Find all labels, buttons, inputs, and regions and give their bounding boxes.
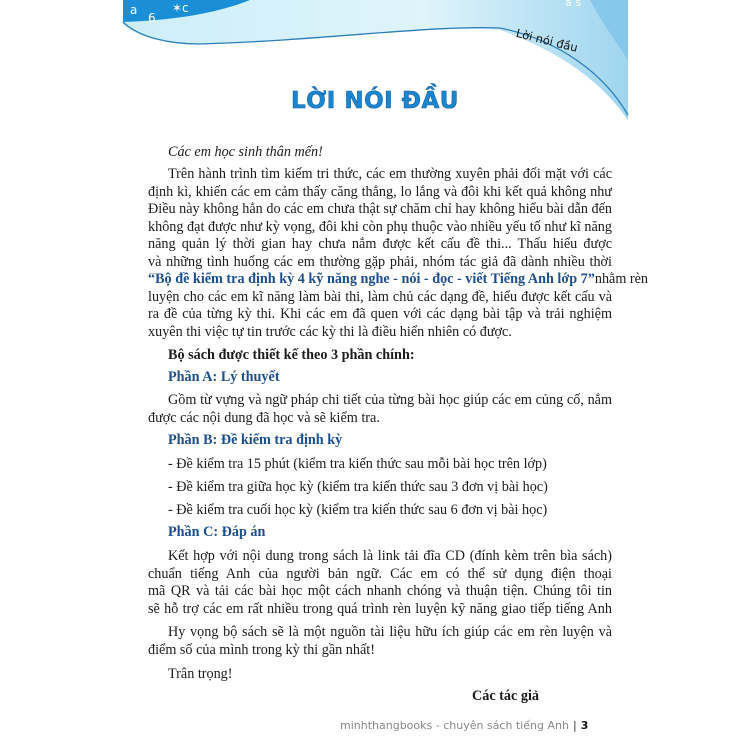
paragraph-line: năng quản lý thời gian hay chưa nắm được kết cấu đề thi... Thấu hiểu được [148,236,612,252]
list-item: - Đề kiểm tra giữa học kỳ (kiểm tra kiến thức sau 3 đơn vị bài học) [168,479,548,495]
structure-heading: Bộ sách được thiết kế theo 3 phần chính: [168,347,415,363]
paragraph-line: Kết hợp với nội dung trong sách là link tải đĩa CD (đính kèm trên bìa sách) [168,548,612,564]
chapter-label: Lời nói đầu [514,26,580,55]
decor-letter: a [130,3,138,17]
paragraph-line: ra đề của từng kỳ thi. Khi các em đã quen với các dạng bài tập và trải nghiệm [148,306,612,322]
paragraph-line: được các nội dung đã học và sẽ kiểm tra. [148,409,380,426]
footer-text: minhthangbooks - chuyên sách tiếng Anh [340,719,569,732]
paragraph-line: Gồm từ vựng và ngữ pháp chi tiết của từng bài học giúp các em củng cố, nắm [168,392,612,408]
paragraph-line [148,271,649,288]
salutation: Các em học sinh thân mến! [168,144,323,160]
decor-letter: ✶c [172,1,189,15]
decor-letter: a s [565,0,581,9]
part-b-heading: Phần B: Đề kiểm tra định kỳ [168,432,343,448]
paragraph-line: Điều này không hẳn do các em chưa thật sự chăm chỉ hay không hiểu bài dẫn đến [148,201,612,217]
book-title: “Bộ đề kiểm tra định kỳ 4 kỹ năng nghe - nói - đọc - viết Tiếng Anh lớp 7” [148,271,595,287]
paragraph-line: xuyên thi việc tự tin trước các kỳ thi là điều hiển nhiên có được. [148,323,512,340]
paragraph-line: sẽ hỗ trợ các em rất nhiều trong quá trình rèn luyện kỹ năng giao tiếp tiếng Anh [148,600,612,617]
paragraph-line: Trên hành trình tìm kiếm tri thức, các em thường xuyên phải đối mặt với các [168,166,612,182]
closing: Trân trọng! [168,666,233,682]
book-title-tail: nhằm rèn [594,271,649,287]
decor-letter: 6 [148,11,156,25]
part-a-heading: Phần A: Lý thuyết [168,369,280,385]
list-item: - Đề kiểm tra cuối học kỳ (kiểm tra kiến thức sau 6 đơn vị bài học) [168,502,548,518]
paragraph-line: luyện cho các em kĩ năng làm bài thi, làm chủ các dạng đề, hiểu được kết cấu và [148,288,612,305]
part-c-heading: Phần C: Đáp án [168,524,266,540]
page-footer [340,719,588,732]
footer-divider: | [572,719,577,732]
paragraph-line: Hy vọng bộ sách sẽ là một nguồn tài liệu hữu ích giúp các em rèn luyện và [168,624,612,640]
paragraph-line: chuẩn tiếng Anh của người bản ngữ. Các em có thể sử dụng điện thoại [148,565,612,582]
header-wave-banner [0,0,750,140]
paragraph-line: và những tình huống các em thường gặp phải, nhóm tác giả đã dành nhiều thời [148,253,612,270]
paragraph-line: định kì, khiến các em cảm thấy căng thẳng, lo lắng và đôi khi kết quả không như [148,183,612,200]
page-number: 3 [580,719,589,732]
signature: Các tác giả [472,688,539,704]
paragraph-line: điểm số của mình trong kỳ thi gần nhất! [148,641,375,658]
list-item: - Đề kiểm tra 15 phút (kiểm tra kiến thức sau mỗi bài học trên lớp) [168,456,547,472]
page-title: LỜI NÓI ĐẦU [291,88,459,114]
paragraph-line: mã QR và tải các bài học một cách nhanh chóng và thuận tiện. Chúng tôi tin [148,583,612,599]
paragraph-line: không đạt được như kỳ vọng, đôi khi còn phụ thuộc vào nhiều yếu tố như kĩ năng [148,218,612,235]
